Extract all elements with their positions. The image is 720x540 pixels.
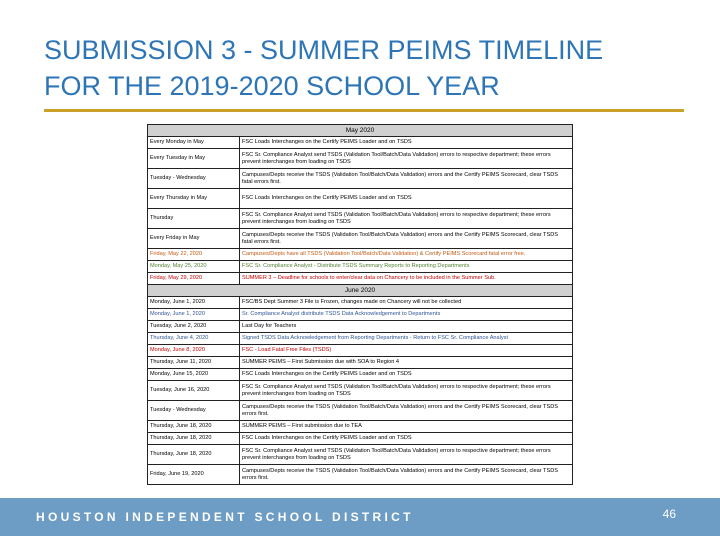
- table-row: [148, 309, 573, 321]
- row-description: FSC Sr. Compliance Analyst send TSDS (Validation Tool/Batch/Data Validation) errors to respective department; these errors prevent interchanges from loading on TSDS: [240, 149, 573, 169]
- month-header: May 2020: [148, 125, 573, 137]
- row-description: Campuses/Depts receive the TSDS (Validation Tool/Batch/Data Validation) errors and the Certify PEIMS Scorecard, clear TSDS fatal errors first.: [240, 229, 573, 249]
- row-description: FSC Sr. Compliance Analyst send TSDS (Validation Tool/Batch/Data Validation) errors to respective department; these errors prevent interchanges from loading on TSDS: [240, 445, 573, 465]
- row-date: Thursday, June 18, 2020: [148, 445, 240, 465]
- table-row: [148, 169, 573, 189]
- footer-bar: [0, 498, 720, 536]
- row-description: SUMMER PEIMS – First Submission due with SOA to Region 4: [240, 357, 573, 369]
- table-row: [148, 321, 573, 333]
- month-header: June 2020: [148, 285, 573, 297]
- row-date: Every Friday in May: [148, 229, 240, 249]
- row-description: Campuses/Depts receive the TSDS (Validation Tool/Batch/Data Validation) errors and the Certify PEIMS Scorecard, clear TSDS errors first.: [240, 465, 573, 485]
- table-row: [148, 357, 573, 369]
- row-date: Tuesday - Wednesday: [148, 401, 240, 421]
- row-description: FSC Loads Interchanges on the Certify PEIMS Loader and on TSDS: [240, 189, 573, 209]
- page-number: 46: [662, 507, 676, 521]
- row-description: FSC/BS Dept Summer 3 File is Frozen, changes made on Chancery will not be collected: [240, 297, 573, 309]
- row-description: FSC Sr. Compliance Analyst - Distribute TSDS Summary Reports to Reporting Departments: [240, 261, 573, 273]
- row-description: Sr. Compliance Analyst distribute TSDS Data Acknowledgement to Departments: [240, 309, 573, 321]
- table-row: [148, 401, 573, 421]
- table-row: [148, 189, 573, 209]
- table-row: [148, 209, 573, 229]
- row-description: FSC Loads Interchanges on the Certify PEIMS Loader and on TSDS: [240, 433, 573, 445]
- row-date: Every Thursday in May: [148, 189, 240, 209]
- row-date: Tuesday, June 2, 2020: [148, 321, 240, 333]
- table-row: [148, 149, 573, 169]
- row-description: FSC Sr. Compliance Analyst send TSDS (Validation Tool/Batch/Data Validation) errors to respective department; these errors prevent interchanges from loading on TSDS: [240, 209, 573, 229]
- row-description: Signed TSDS Data Acknowledgement from Reporting Departments - Return to FSC Sr. Compliance Analyst: [240, 333, 573, 345]
- title-line-2: FOR THE 2019-2020 SCHOOL YEAR: [44, 71, 500, 101]
- row-description: FSC Loads Interchanges on the Certify PEIMS Loader and on TSDS: [240, 369, 573, 381]
- row-date: Friday, May 22, 2020: [148, 249, 240, 261]
- table-row: [148, 261, 573, 273]
- row-date: Monday, June 8, 2020: [148, 345, 240, 357]
- table-row: [148, 381, 573, 401]
- row-date: Monday, June 1, 2020: [148, 309, 240, 321]
- title-divider: [44, 109, 684, 112]
- row-description: Campuses/Depts receive the TSDS (Validation Tool/Batch/Data Validation) errors and the Certify PEIMS Scorecard, clear TSDS errors first.: [240, 401, 573, 421]
- table-row: [148, 137, 573, 149]
- row-date: Tuesday, June 16, 2020: [148, 381, 240, 401]
- row-date: Thursday, June 18, 2020: [148, 433, 240, 445]
- row-description: SUMMER 3 – Deadline for schools to enter/clear data on Chancery to be included in the Summer Sub.: [240, 273, 573, 285]
- row-date: Every Monday in May: [148, 137, 240, 149]
- row-description: Campuses/Depts receive the TSDS (Validation Tool/Batch/Data Validation) errors and the Certify PEIMS Scorecard, clear TSDS fatal errors first.: [240, 169, 573, 189]
- table-row: [148, 229, 573, 249]
- row-date: Thursday: [148, 209, 240, 229]
- table-row: [148, 345, 573, 357]
- district-name: HOUSTON INDEPENDENT SCHOOL DISTRICT: [36, 510, 414, 524]
- row-date: Friday, May 29, 2020: [148, 273, 240, 285]
- row-date: Monday, May 25, 2020: [148, 261, 240, 273]
- table-row: [148, 249, 573, 261]
- row-date: Thursday, June 18, 2020: [148, 421, 240, 433]
- row-description: FSC - Load Fatal Free Files (TSDS): [240, 345, 573, 357]
- row-date: Every Tuesday in May: [148, 149, 240, 169]
- month-header-row: [148, 285, 573, 297]
- slide-title: [44, 32, 603, 104]
- title-line-1: SUBMISSION 3 - SUMMER PEIMS TIMELINE: [44, 35, 604, 65]
- table-row: [148, 297, 573, 309]
- timeline-table: [147, 124, 573, 485]
- row-description: FSC Sr. Compliance Analyst send TSDS (Validation Tool/Batch/Data Validation) errors to respective department; these errors prevent interchanges from loading on TSDS: [240, 381, 573, 401]
- table-row: [148, 333, 573, 345]
- row-description: SUMMER PEIMS – First submission due to TEA: [240, 421, 573, 433]
- table-row: [148, 445, 573, 465]
- row-description: Last Day for Teachers: [240, 321, 573, 333]
- table-row: [148, 465, 573, 485]
- month-header-row: [148, 125, 573, 137]
- row-date: Friday, June 19, 2020: [148, 465, 240, 485]
- row-description: FSC Loads Interchanges on the Certify PEIMS Loader and on TSDS: [240, 137, 573, 149]
- row-date: Tuesday - Wednesday: [148, 169, 240, 189]
- row-date: Monday, June 1, 2020: [148, 297, 240, 309]
- table-row: [148, 273, 573, 285]
- row-date: Thursday, June 11, 2020: [148, 357, 240, 369]
- table-row: [148, 369, 573, 381]
- row-date: Monday, June 15, 2020: [148, 369, 240, 381]
- table-row: [148, 433, 573, 445]
- table-row: [148, 421, 573, 433]
- row-description: Campuses/Depts have all TSDS (Validation Tool/Batch/Data Validation) & Certify PEIMS Scorecard fatal error free.: [240, 249, 573, 261]
- row-date: Thursday, June 4, 2020: [148, 333, 240, 345]
